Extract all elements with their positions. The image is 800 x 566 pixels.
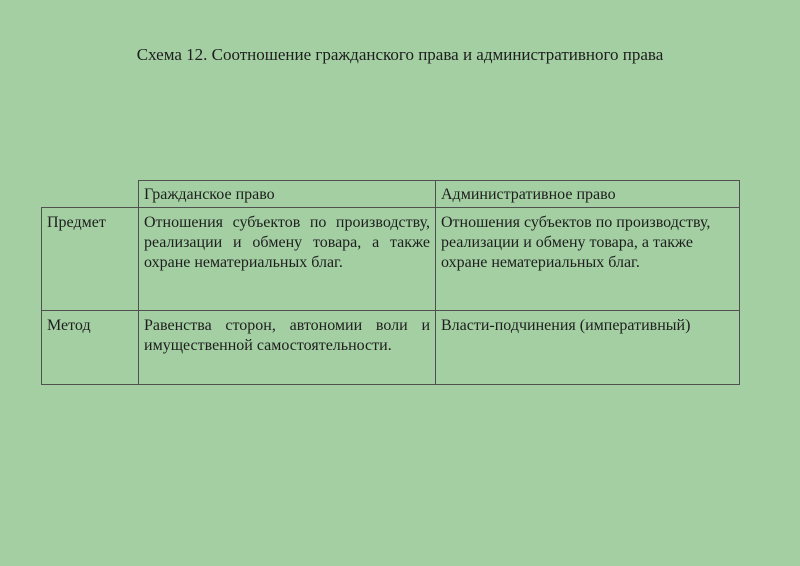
row-label-method: Метод	[42, 311, 139, 385]
header-empty-cell	[42, 181, 139, 208]
header-administrative-law: Административное право	[436, 181, 740, 208]
cell-admin-subject: Отношения субъектов по производству, реализации и обмену товара, а также охране нематериальных благ.	[436, 208, 740, 311]
cell-admin-method: Власти-подчинения (императивный)	[436, 311, 740, 385]
table-row	[42, 208, 740, 311]
header-civil-law: Гражданское право	[139, 181, 436, 208]
table-header-row	[42, 181, 740, 208]
cell-civil-method: Равенства сторон, автономии воли и имущественной самостоятельности.	[139, 311, 436, 385]
page-title: Схема 12. Соотношение гражданского права и административного права	[136, 45, 664, 64]
row-label-subject: Предмет	[42, 208, 139, 311]
comparison-table	[41, 180, 740, 385]
table-row	[42, 311, 740, 385]
cell-civil-subject: Отношения субъектов по производству, реализации и обмену товара, а также охране нематериальных благ.	[139, 208, 436, 311]
